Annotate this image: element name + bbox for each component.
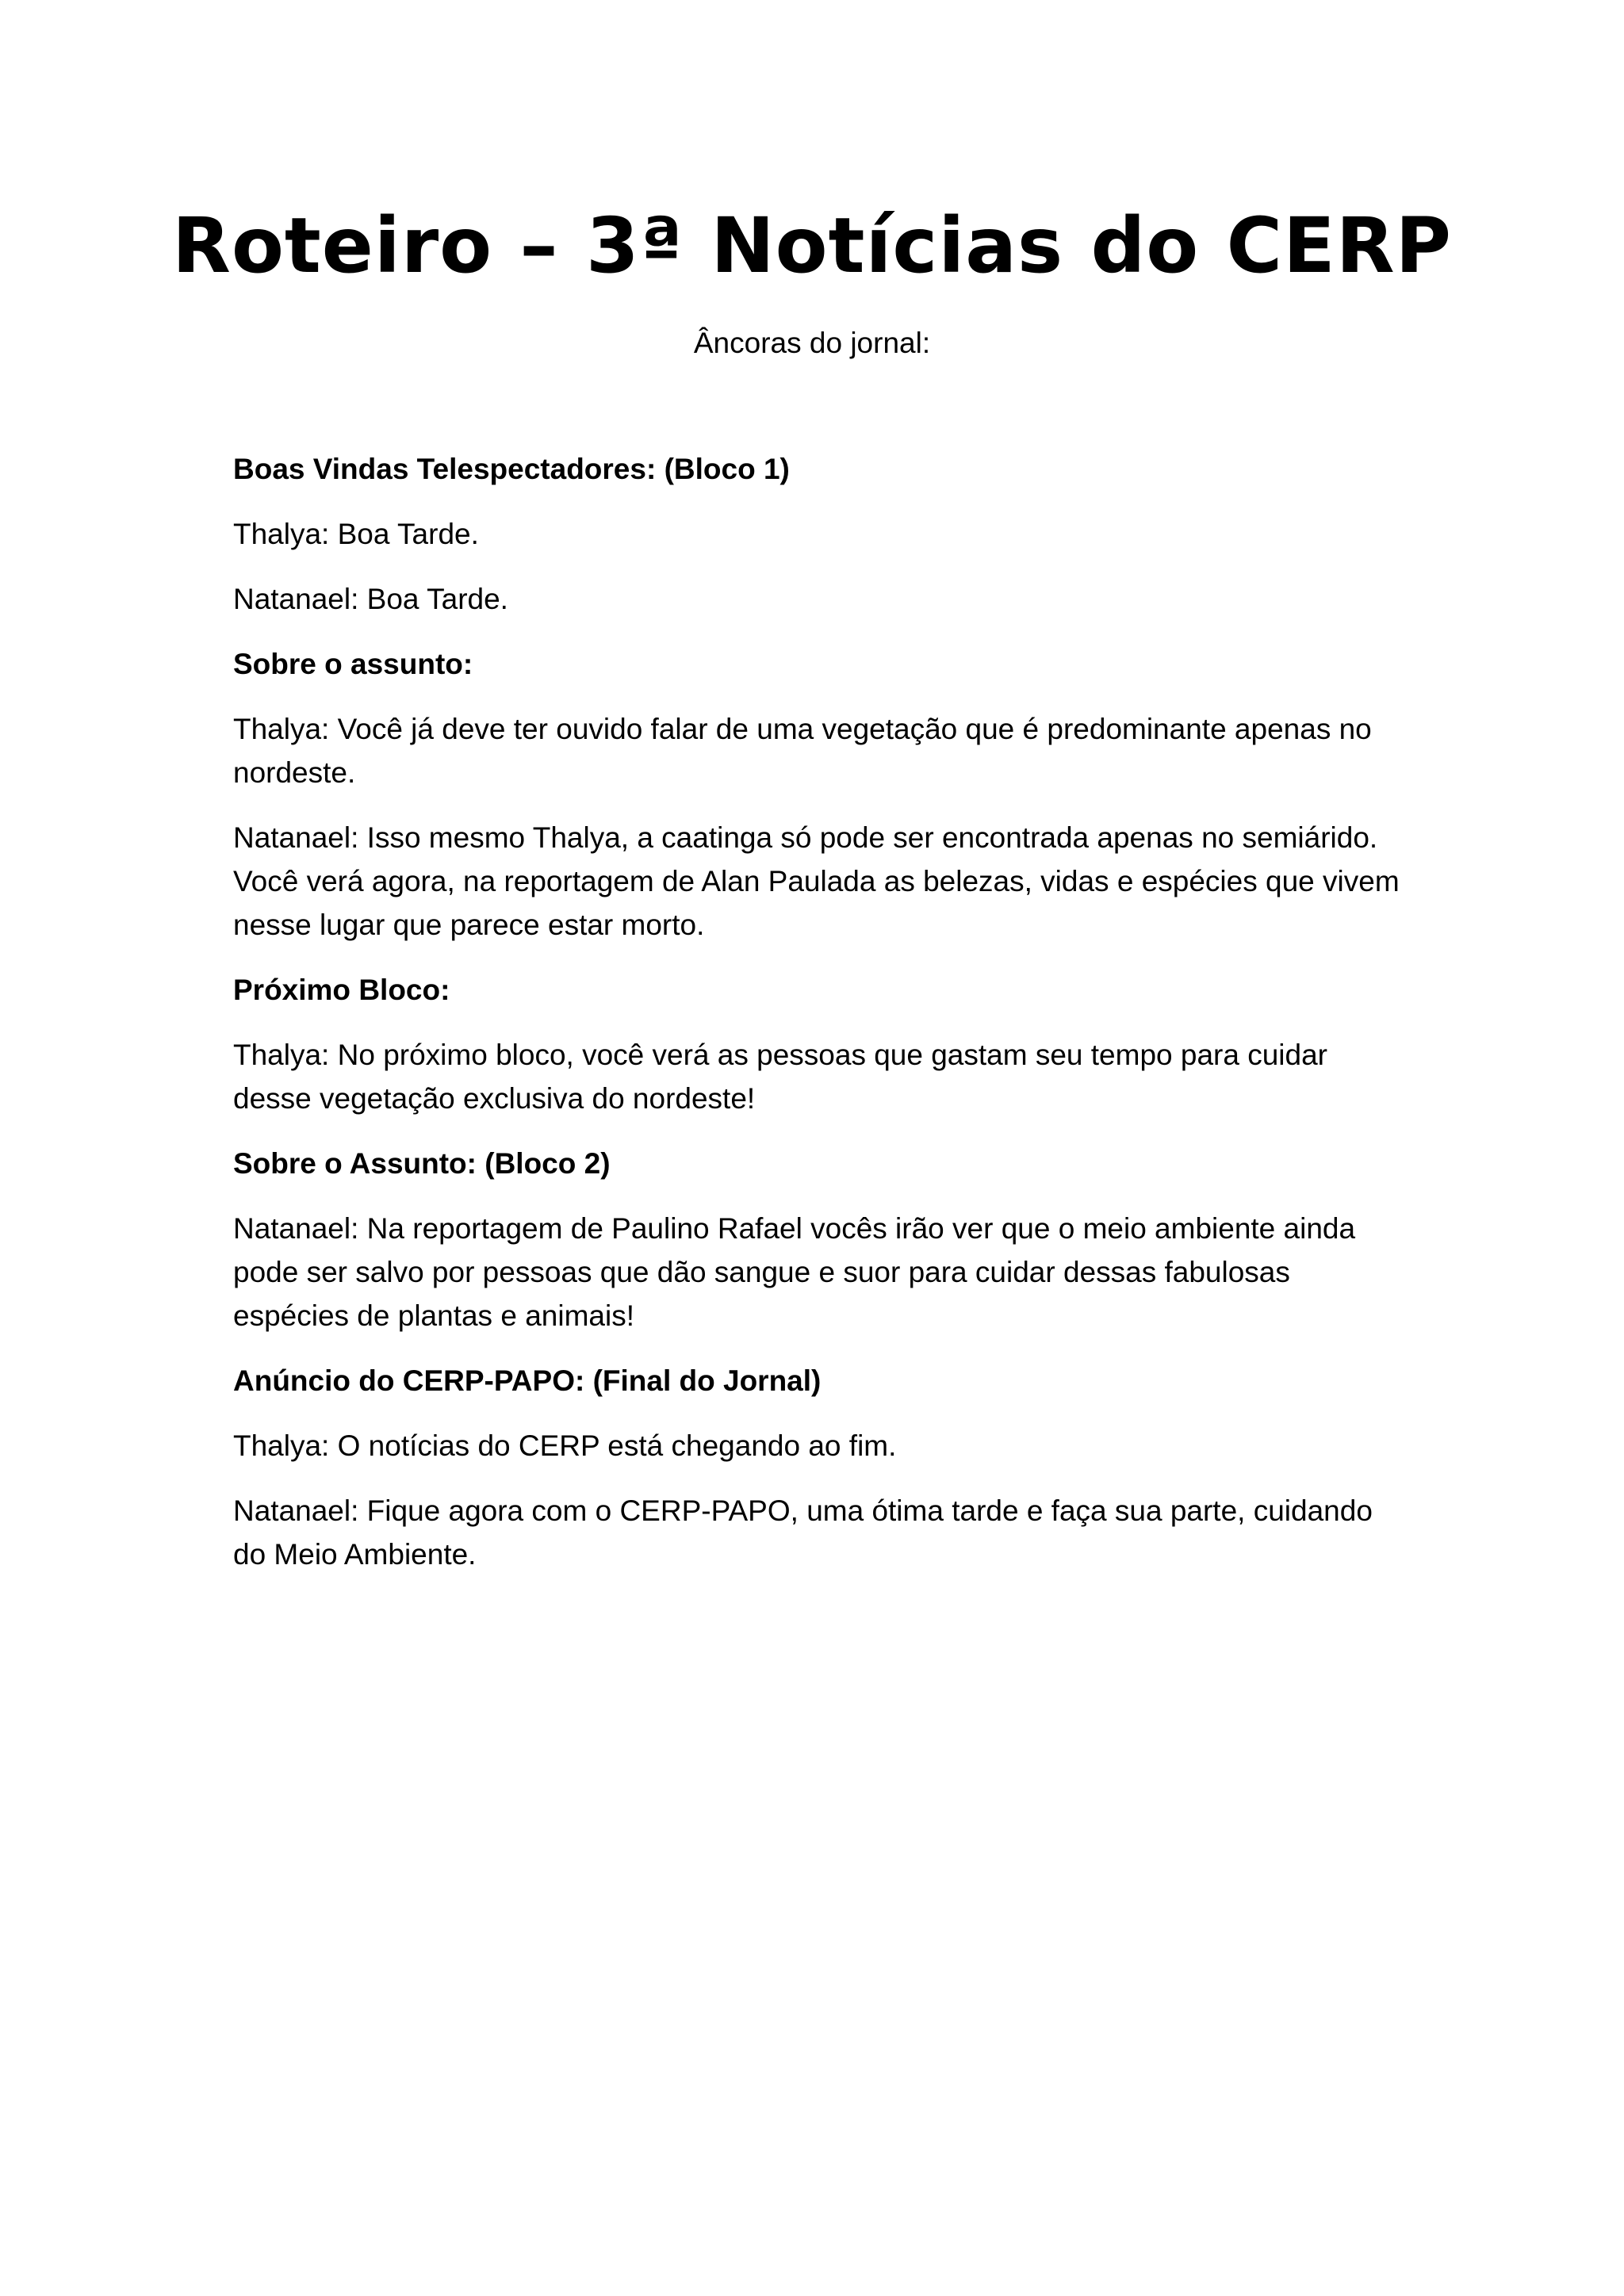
section-heading-next-block: Próximo Bloco: xyxy=(233,974,450,1006)
dialogue-line: Natanael: Na reportagem de Paulino Rafael vocês irão ver que o meio ambiente ainda pode ser salvo por pessoas que dão sangue e suor para cuidar dessas fabulosas espécies de plantas e animais! xyxy=(233,1212,1356,1332)
script-body xyxy=(233,447,1407,1598)
dialogue-line: Thalya: Você já deve ter ouvido falar de uma vegetação que é predominante apenas no nordeste. xyxy=(233,713,1372,789)
section-heading-welcome: Boas Vindas Telespectadores: (Bloco 1) xyxy=(233,453,790,485)
dialogue-line: Thalya: Boa Tarde. xyxy=(233,518,479,550)
section-heading-announcement: Anúncio do CERP-PAPO: (Final do Jornal) xyxy=(233,1364,822,1397)
dialogue-line: Thalya: No próximo bloco, você verá as pessoas que gastam seu tempo para cuidar desse vegetação exclusiva do nordeste! xyxy=(233,1039,1328,1115)
dialogue-line: Natanael: Fique agora com o CERP-PAPO, uma ótima tarde e faça sua parte, cuidando do Meio Ambiente. xyxy=(233,1494,1373,1571)
dialogue-line: Natanael: Isso mesmo Thalya, a caatinga só pode ser encontrada apenas no semiárido. Você verá agora, na reportagem de Alan Paulada as belezas, vidas e espécies que vivem nesse lugar que parece estar morto. xyxy=(233,821,1400,941)
dialogue-line: Thalya: O notícias do CERP está chegando ao fim. xyxy=(233,1429,897,1462)
document-title: Roteiro – 3ª Notícias do CERP xyxy=(172,201,1452,290)
dialogue-line: Natanael: Boa Tarde. xyxy=(233,583,508,615)
section-heading-subject: Sobre o assunto: xyxy=(233,648,473,680)
anchors-label: Âncoras do jornal: xyxy=(693,327,931,359)
section-heading-subject-block-2: Sobre o Assunto: (Bloco 2) xyxy=(233,1147,611,1180)
